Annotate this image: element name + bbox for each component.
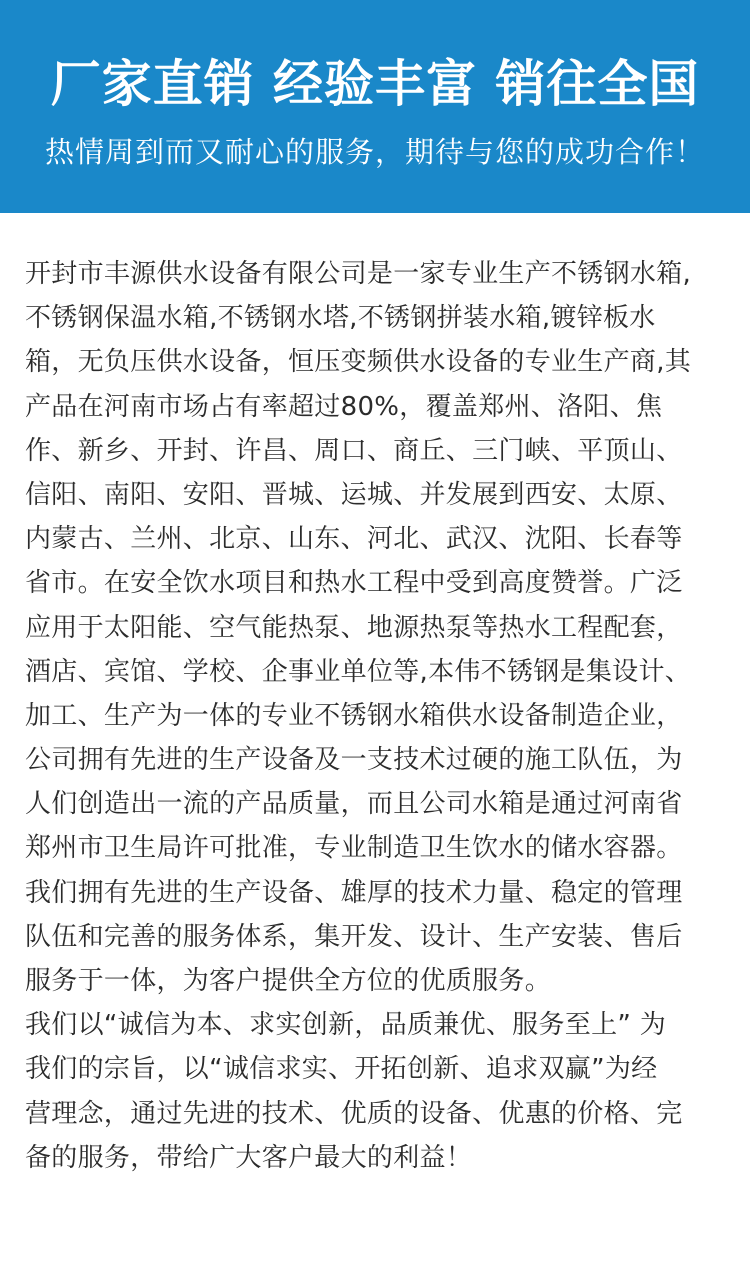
description-line: 信阳、南阳、安阳、晋城、运城、并发展到西安、太原、 bbox=[25, 479, 683, 510]
description-line: 公司拥有先进的生产设备及一支技术过硬的施工队伍，为 bbox=[25, 745, 683, 776]
description-line: 备的服务，带给广大客户最大的利益！ bbox=[25, 1142, 473, 1173]
company-description bbox=[0, 252, 750, 1180]
description-line: 我们的宗旨，以“诚信求实、开拓创新、追求双赢”为经 bbox=[25, 1054, 658, 1085]
description-line: 人们创造出一流的产品质量，而且公司水箱是通过河南省 bbox=[25, 789, 683, 820]
description-line: 应用于太阳能、空气能热泵、地源热泵等热水工程配套， bbox=[25, 612, 683, 643]
banner-subtitle: 热情周到而又耐心的服务，期待与您的成功合作！ bbox=[44, 135, 705, 169]
description-line: 不锈钢保温水箱,不锈钢水塔,不锈钢拼装水箱,镀锌板水 bbox=[25, 303, 656, 334]
banner-title: 厂家直销 经验丰富 销往全国 bbox=[50, 55, 700, 113]
description-line: 服务于一体，为客户提供全方位的优质服务。 bbox=[25, 966, 552, 996]
description-line: 郑州市卫生局许可批准，专业制造卫生饮水的储水容器。 bbox=[25, 833, 683, 864]
description-line: 营理念，通过先进的技术、优质的设备、优惠的价格、完 bbox=[25, 1098, 683, 1129]
description-line: 我们拥有先进的生产设备、雄厚的技术力量、稳定的管理 bbox=[25, 877, 683, 908]
description-line: 省市。在安全饮水项目和热水工程中受到高度赞誉。广泛 bbox=[25, 568, 683, 599]
description-line: 开封市丰源供水设备有限公司是一家专业生产不锈钢水箱, bbox=[25, 259, 692, 289]
description-line: 内蒙古、兰州、北京、山东、河北、武汉、沈阳、长春等 bbox=[25, 524, 683, 555]
description-line: 箱，无负压供水设备，恒压变频供水设备的专业生产商,其 bbox=[25, 347, 692, 378]
description-line: 加工、生产为一体的专业不锈钢水箱供水设备制造企业， bbox=[25, 700, 683, 731]
header-banner bbox=[0, 0, 750, 213]
description-line: 队伍和完善的服务体系，集开发、设计、生产安装、售后 bbox=[25, 921, 683, 952]
description-line: 酒店、宾馆、学校、企事业单位等,本伟不锈钢是集设计、 bbox=[25, 656, 692, 687]
description-line: 作、新乡、开封、许昌、周口、商丘、三门峡、平顶山、 bbox=[25, 435, 683, 466]
description-line: 产品在河南市场占有率超过80%，覆盖郑州、洛阳、焦 bbox=[25, 391, 663, 422]
description-line: 我们以“诚信为本、求实创新，品质兼优、服务至上” 为 bbox=[25, 1010, 667, 1041]
